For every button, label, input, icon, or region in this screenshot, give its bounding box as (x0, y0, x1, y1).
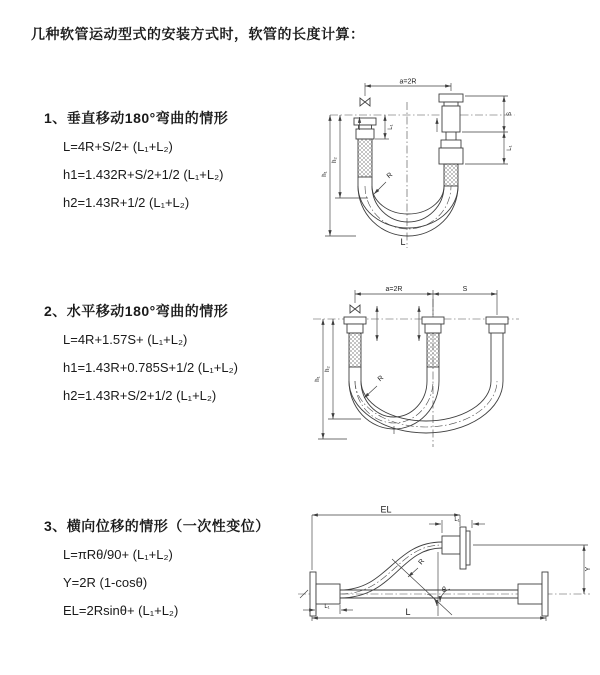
formula-line: Y=2R (1-cosθ) (63, 575, 148, 590)
dimension-top-width (365, 79, 451, 97)
hose-u-bend (358, 186, 458, 236)
valve-icon (360, 98, 370, 106)
formula-line: h2=1.43R+S/2+1/2 (L₁+L₂) (63, 388, 217, 403)
diagram-vertical-bend (308, 74, 523, 254)
page-title: 几种软管运动型式的安装方式时，软管的长度计算： (31, 26, 365, 42)
formula-line: L=4R+1.57S+ (L₁+L₂) (63, 332, 188, 347)
dimension-stroke-s (462, 96, 513, 164)
dimension-l1-top (429, 517, 485, 533)
middle-fitting (422, 317, 444, 381)
formula-line: EL=2Rsinθ+ (L₁+L₂) (63, 603, 179, 618)
section-1-formulas (44, 130, 228, 217)
section-3-formulas (44, 538, 270, 625)
right-fitting-two-positions (437, 94, 463, 186)
dimension-top (355, 286, 497, 315)
formula-line: h1=1.43R+0.785S+1/2 (L₁+L₂) (63, 360, 238, 375)
dim-label-s: S (462, 286, 468, 293)
upper-flange (442, 527, 470, 569)
formula-line: L=4R+S/2+ (L₁+L₂) (63, 139, 173, 154)
dim-label-s: S (507, 111, 513, 117)
valve-icon (350, 305, 360, 313)
right-flange-original-position (518, 572, 548, 616)
section-2-heading: 2、水平移动180°弯曲的情形 (44, 303, 229, 319)
dim-label-l1: L₁ (507, 145, 513, 151)
dim-label-l1: L₁ (324, 604, 330, 610)
dim-label-h1: h₁ (322, 171, 328, 177)
radius-callout (364, 375, 385, 398)
dim-label-l1: L₁ (454, 517, 460, 523)
dimension-fitting-l1 (375, 115, 394, 139)
section-vertical-bend (44, 108, 228, 217)
dim-label-a2r: a=2R (385, 286, 403, 293)
dim-label-el: EL (380, 504, 392, 515)
section-2-formulas (44, 323, 238, 410)
radius-label: R (385, 171, 395, 181)
radius-callout (408, 558, 426, 577)
section-3-heading: 3、横向位移的情形（一次性变位） (44, 518, 270, 534)
radius-label: R (417, 557, 427, 567)
formula-line: L=πRθ/90+ (L₁+L₂) (63, 547, 173, 562)
left-fitting (344, 317, 366, 381)
left-fitting (354, 117, 376, 186)
radius-label: R (376, 374, 386, 384)
dim-label-h2: h₂ (325, 366, 331, 372)
section-lateral-displacement (44, 516, 270, 625)
dim-label-l1: L₁ (388, 124, 394, 130)
diagram-horizontal-bend (305, 281, 525, 456)
formula-line: h2=1.43R+1/2 (L₁+L₂) (63, 195, 190, 210)
section-horizontal-bend (44, 301, 238, 410)
radius-callout (374, 172, 394, 194)
dimension-l (312, 607, 546, 621)
angle-label: θ (442, 587, 446, 594)
length-label: L (400, 237, 406, 247)
diagram-lateral-displacement (296, 502, 596, 647)
dim-label-y: Y (585, 566, 592, 572)
right-fitting-moved-position (486, 317, 508, 381)
formula-line: h1=1.432R+S/2+1/2 (L₁+L₂) (63, 167, 224, 182)
section-1-heading: 1、垂直移动180°弯曲的情形 (44, 110, 229, 126)
dim-label-h1: h₁ (315, 376, 321, 382)
dim-label-a2r: a=2R (399, 78, 417, 86)
length-label: L (405, 607, 411, 617)
dim-label-h2: h₂ (332, 157, 338, 163)
